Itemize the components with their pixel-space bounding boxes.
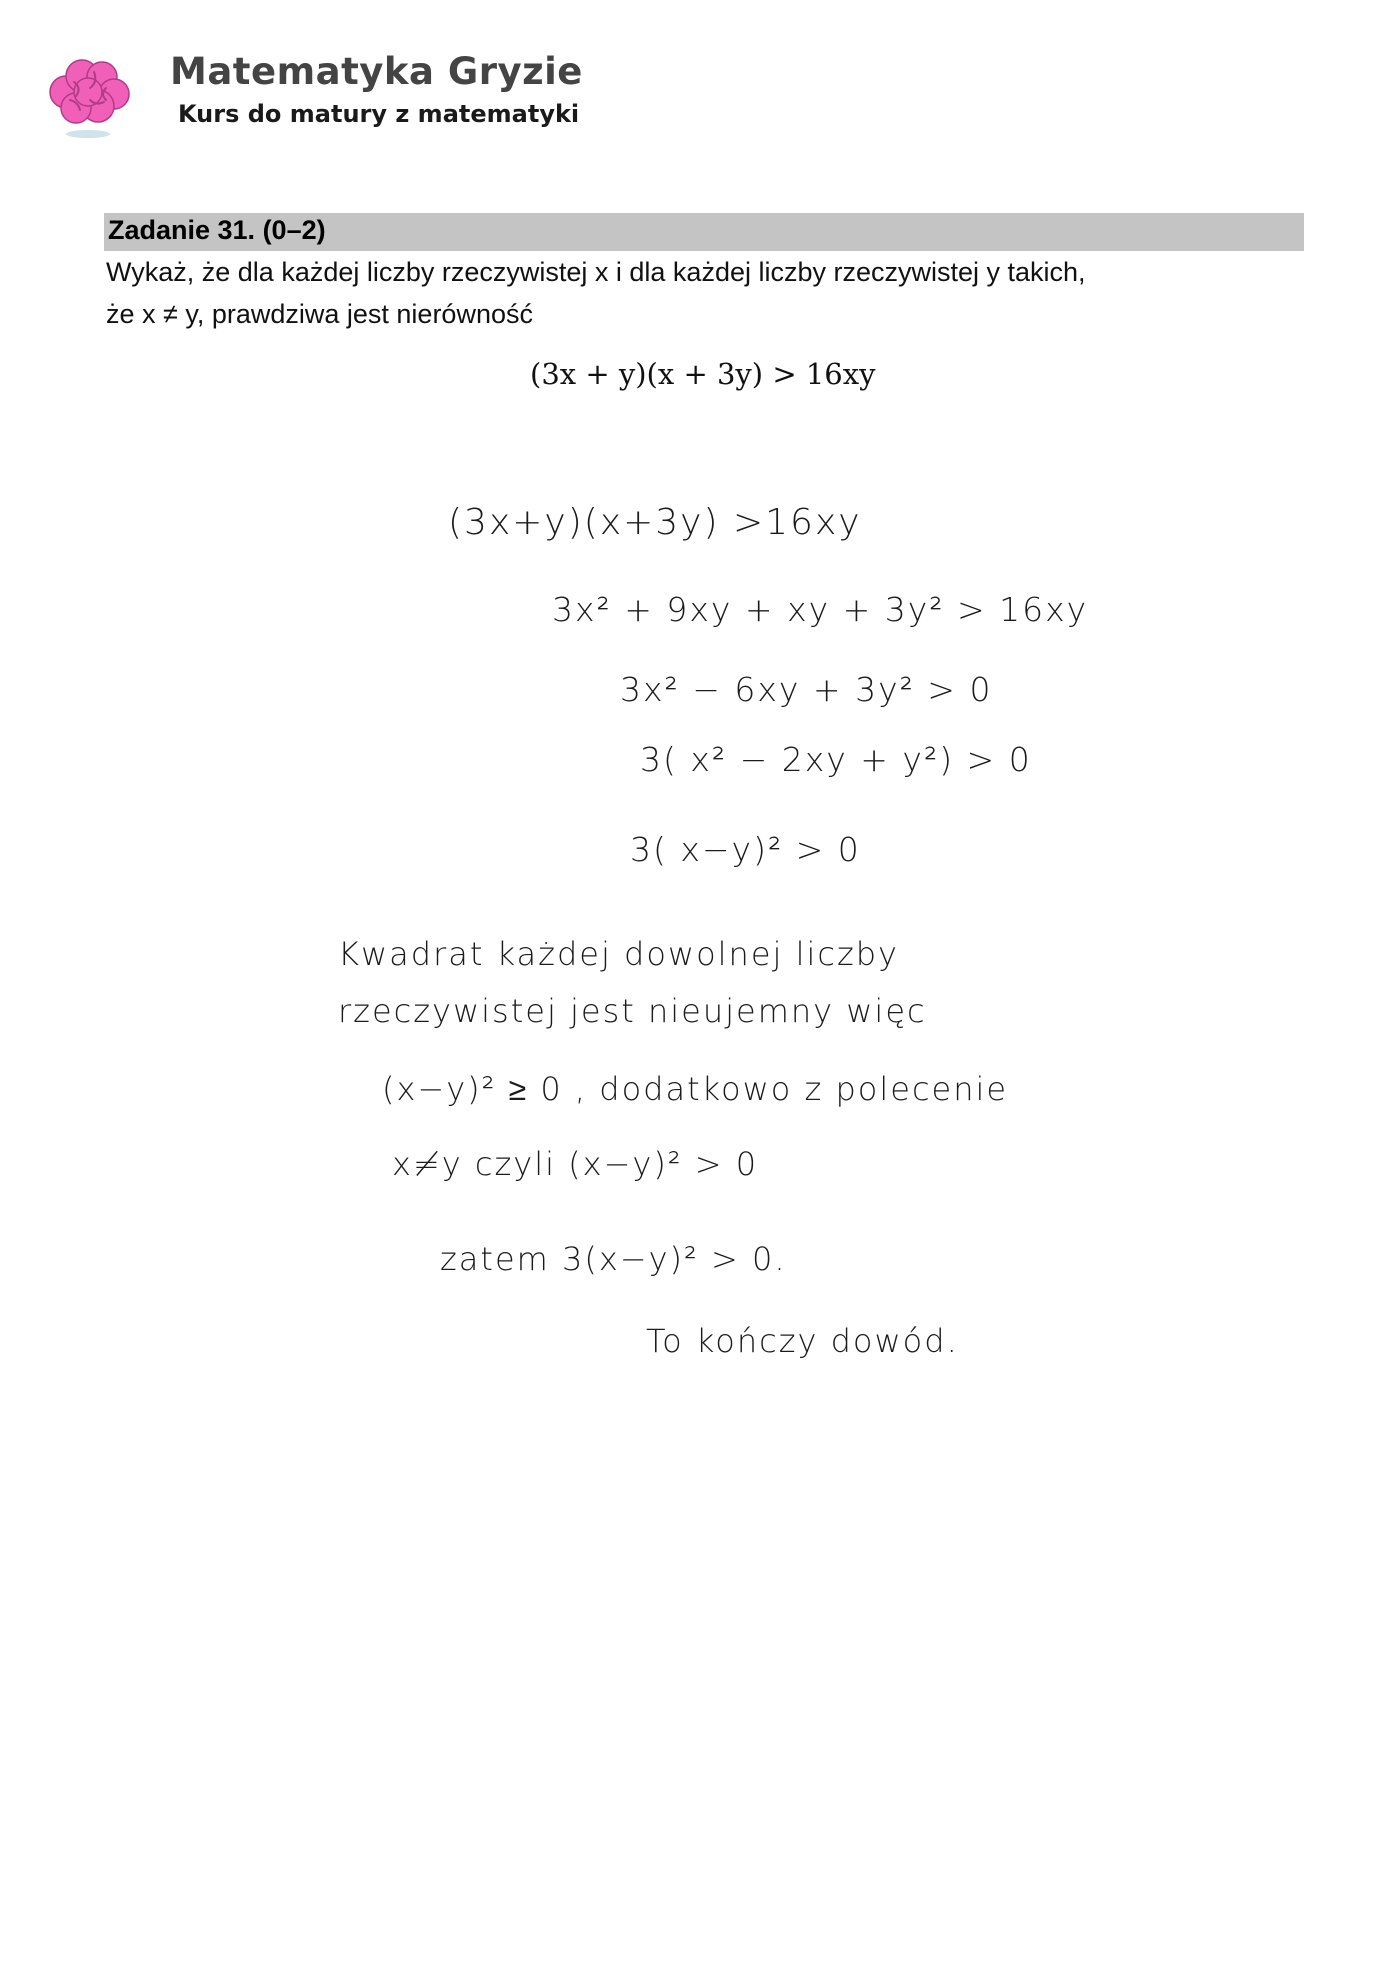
solution-step-1: (3x+y)(x+3y) >16xy <box>448 502 862 543</box>
solution-step-3: 3x² − 6xy + 3y² > 0 <box>620 670 993 709</box>
task-inequality: (3x + y)(x + 3y) > 16xy <box>530 357 876 391</box>
solution-note-line-2: rzeczywistej jest nieujemny więc <box>338 992 927 1030</box>
solution-note-line-4: x≠y czyli (x−y)² > 0 <box>392 1145 759 1183</box>
brand-subtitle: Kurs do matury z matematyki <box>178 100 580 128</box>
solution-step-5: 3( x−y)² > 0 <box>630 830 861 869</box>
solution-step-4: 3( x² − 2xy + y²) > 0 <box>640 740 1032 779</box>
solution-step-2: 3x² + 9xy + xy + 3y² > 16xy <box>552 590 1089 629</box>
solution-note-line-1: Kwadrat każdej dowolnej liczby <box>338 935 899 973</box>
solution-note-line-6: To kończy dowód. <box>646 1322 959 1360</box>
task-title: Zadanie 31. (0–2) <box>108 215 326 245</box>
solution-note-line-5: zatem 3(x−y)² > 0. <box>440 1240 787 1278</box>
task-statement-line-2: że x ≠ y, prawdziwa jest nierówność <box>106 299 533 329</box>
task-statement-line-1: Wykaż, że dla każdej liczby rzeczywistej x i dla każdej liczby rzeczywistej y takich, <box>106 257 1086 287</box>
solution-note-line-3: (x−y)² ≥ 0 , dodatkowo z polecenie <box>382 1070 1009 1108</box>
brain-icon <box>44 50 132 142</box>
brand-title: Matematyka Gryzie <box>170 50 583 93</box>
